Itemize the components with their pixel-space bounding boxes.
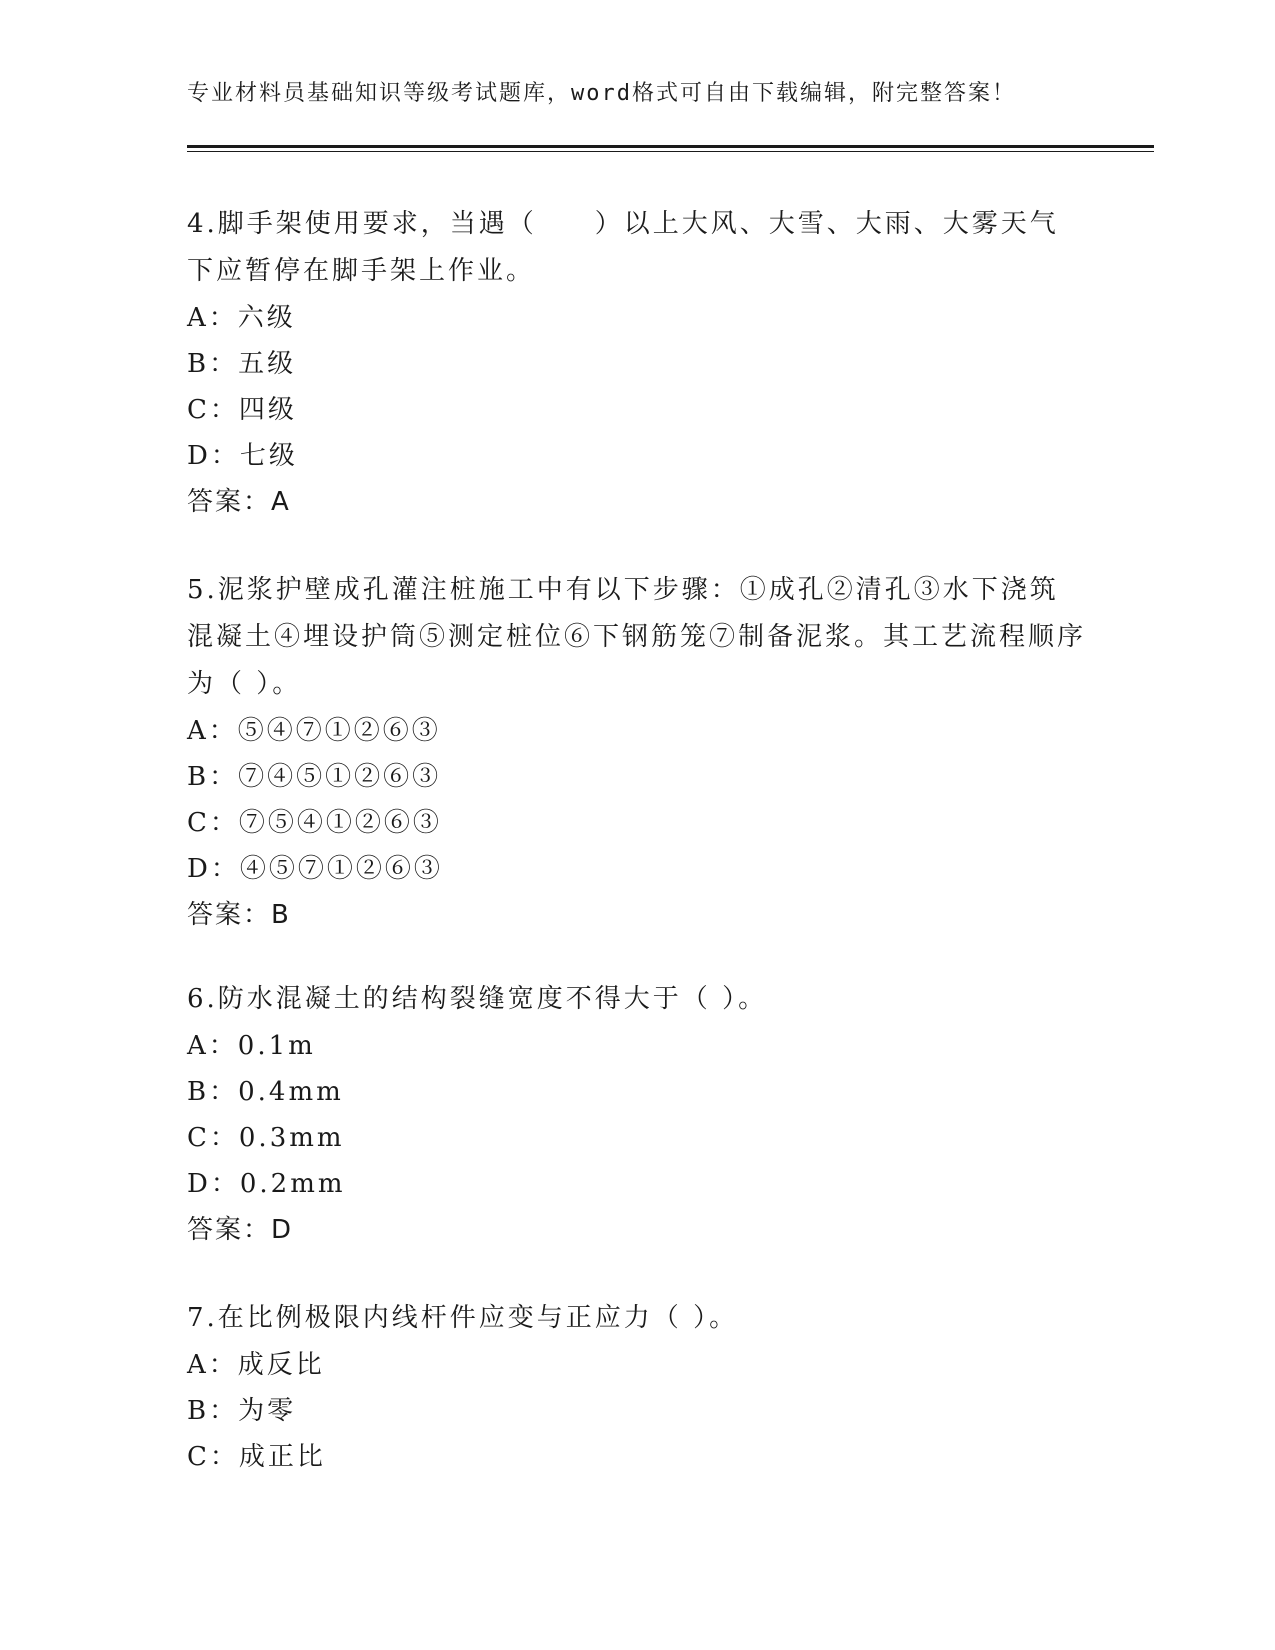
option-b: B：0.4mm	[187, 1077, 344, 1107]
question-6	[187, 976, 1087, 1253]
option-b: B：五级	[187, 349, 297, 379]
option-c: C：四级	[187, 395, 297, 425]
question-5	[187, 567, 1087, 938]
option-a: A：0.1m	[187, 1031, 316, 1061]
option-c: C：⑦⑤④①②⑥③	[187, 808, 442, 838]
option-c: C：0.3mm	[187, 1123, 345, 1153]
answer-line: 答案：B	[187, 900, 291, 930]
option-b: B：为零	[187, 1396, 297, 1426]
question-stem: 6.防水混凝土的结构裂缝宽度不得大于（ ）。	[187, 984, 768, 1014]
option-a: A：六级	[187, 303, 296, 333]
answer-line: 答案：D	[187, 1215, 294, 1245]
question-stem: 7.在比例极限内线杆件应变与正应力（ ）。	[187, 1303, 739, 1333]
answer-line: 答案：A	[187, 487, 291, 517]
header-divider-thick	[187, 145, 1154, 148]
option-d: D：七级	[187, 441, 298, 471]
option-a: A：⑤④⑦①②⑥③	[187, 716, 441, 746]
option-d: D：④⑤⑦①②⑥③	[187, 854, 443, 884]
question-stem: 5.泥浆护壁成孔灌注桩施工中有以下步骤：①成孔②清孔③水下浇筑混凝土④埋设护筒⑤测定桩位⑥下钢筋笼⑦制备泥浆。其工艺流程顺序为（ ）。	[187, 575, 1087, 699]
option-d: D：0.2mm	[187, 1169, 346, 1199]
option-c: C：成正比	[187, 1442, 326, 1472]
header-title: 专业材料员基础知识等级考试题库，word格式可自由下载编辑，附完整答案！	[187, 81, 1016, 106]
question-stem: 4.脚手架使用要求，当遇（ ）以上大风、大雪、大雨、大雾天气下应暂停在脚手架上作业。	[187, 209, 1059, 286]
option-a: A：成反比	[187, 1350, 325, 1380]
question-4	[187, 201, 1087, 525]
question-7	[187, 1295, 1087, 1480]
header-divider-thin	[187, 151, 1154, 152]
option-b: B：⑦④⑤①②⑥③	[187, 762, 442, 792]
